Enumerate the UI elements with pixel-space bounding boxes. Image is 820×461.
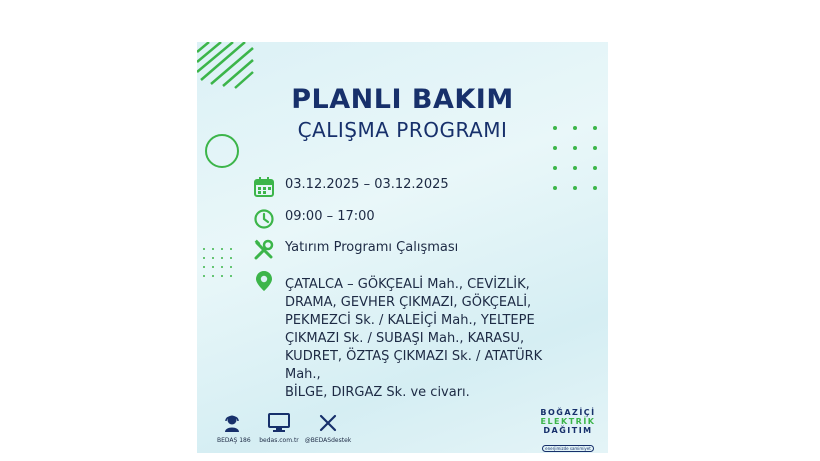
location-row <box>253 270 575 402</box>
footer-web[interactable] <box>257 412 301 444</box>
decorative-stripes <box>197 42 257 90</box>
brand-tagline: enerjimizde samimiyet <box>542 445 594 452</box>
announcement-card <box>197 42 608 453</box>
brand-line-3: DAĞITIM <box>543 426 593 435</box>
web-label: bedas.com.tr <box>259 437 299 444</box>
page-subtitle: ÇALIŞMA PROGRAMI <box>297 118 508 142</box>
work-type: Yatırım Programı Çalışması <box>285 240 459 255</box>
time-range: 09:00 – 17:00 <box>285 209 375 224</box>
page-title: PLANLI BAKIM <box>291 84 514 115</box>
phone-label: BEDAŞ 186 <box>217 437 251 444</box>
location-line: ÇIKMAZI Sk. / SUBAŞI Mah., KARASU, <box>285 331 525 346</box>
date-row <box>253 176 449 198</box>
decorative-dot-grid-left <box>203 248 233 278</box>
work-type-row <box>253 239 458 261</box>
brand-logo <box>535 408 601 453</box>
tools-icon <box>253 239 275 261</box>
location-text <box>285 276 575 402</box>
brand-line-1: BOĞAZİÇİ <box>540 408 596 417</box>
location-line: PEKMEZCİ Sk. / KALEİÇİ Mah., YELTEPE <box>285 313 535 328</box>
social-label: @BEDASdestek <box>304 437 352 444</box>
calendar-icon <box>253 176 275 198</box>
location-line: DRAMA, GEVHER ÇIKMAZI, GÖKÇEALİ, <box>285 295 532 310</box>
location-line: ÇATALCA – GÖKÇEALİ Mah., CEVİZLİK, <box>285 277 530 292</box>
location-line: BİLGE, DIRGAZ Sk. ve civarı. <box>285 385 470 400</box>
location-line: KUDRET, ÖZTAŞ ÇIKMAZI Sk. / ATATÜRK Mah., <box>285 349 543 382</box>
date-range: 03.12.2025 – 03.12.2025 <box>285 177 449 192</box>
footer-social[interactable] <box>303 412 353 444</box>
x-logo-icon <box>319 414 337 432</box>
location-pin-icon <box>253 270 275 292</box>
headset-icon <box>223 413 241 433</box>
footer-phone <box>217 412 251 444</box>
clock-icon <box>253 208 275 230</box>
brand-line-2: ELEKTRİK <box>540 417 596 426</box>
monitor-icon <box>268 413 290 433</box>
time-row <box>253 208 375 230</box>
